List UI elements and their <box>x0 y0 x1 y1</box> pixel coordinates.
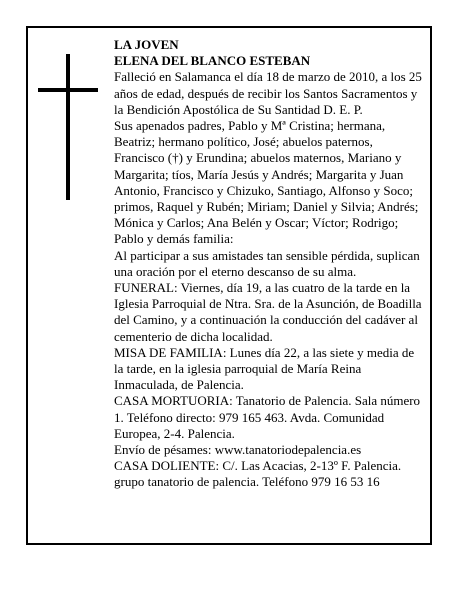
funeral-home-info: CASA MORTUORIA: Tanatorio de Palencia. Sala número 1. Teléfono directo: 979 165 463. Avda. Comunidad Europea, 2-4. Palencia. <box>114 393 421 441</box>
notice-heading-line-1: LA JOVEN <box>114 37 179 52</box>
funeral-group-phone: grupo tanatorio de palencia. Teléfono 979 16 53 16 <box>114 474 380 490</box>
cross-horizontal-bar <box>38 88 98 92</box>
funeral-info: FUNERAL: Viernes, día 19, a las cuatro de la tarde en la Iglesia Parroquial de Ntra. Sra. de la Asunción, de Boadilla del Camino, y a continuación la conducción del cadáver al cementerio de dicha localidad. <box>114 280 422 344</box>
condolences-website: Envío de pésames: www.tanatoriodepalencia.es <box>114 442 362 458</box>
cross-vertical-bar <box>66 54 70 200</box>
family-home-address: CASA DOLIENTE: C/. Las Acacias, 2-13º F. Palencia. <box>114 458 402 474</box>
family-list: Sus apenados padres, Pablo y Mª Cristina; hermana, Beatriz; hermano político, José; abuelos paternos, Francisco (†) y Erundina; abuelos maternos, Mariano y Margarita; tíos, María Jesús y Andrés; Margarita y Juan Antonio, Francisco y Chizuko, Santiago, Alfonso y Soco; primos, Raquel y Rubén; Miriam; Daniel y Silvia; Andrés; Mónica y Carlos; Ana Belén y Oscar; Víctor; Rodrigo; Pablo y demás familia: <box>114 118 419 247</box>
family-mass-info: MISA DE FAMILIA: Lunes día 22, a las siete y media de la tarde, en la iglesia parroquial de María Reina Inmaculada, de Palencia. <box>114 344 415 393</box>
obituary-text <box>114 37 424 491</box>
death-announcement: Falleció en Salamanca el día 18 de marzo de 2010, a los 25 años de edad, después de recibir los Santos Sacramentos y la Bendición Apostólica de Su Santidad D. E. P. <box>114 69 422 117</box>
prayer-request: Al participar a sus amistades tan sensible pérdida, suplican una oración por el eterno descanso de su alma. <box>114 247 420 279</box>
deceased-name: ELENA DEL BLANCO ESTEBAN <box>114 53 311 69</box>
latin-cross-icon <box>38 54 98 200</box>
